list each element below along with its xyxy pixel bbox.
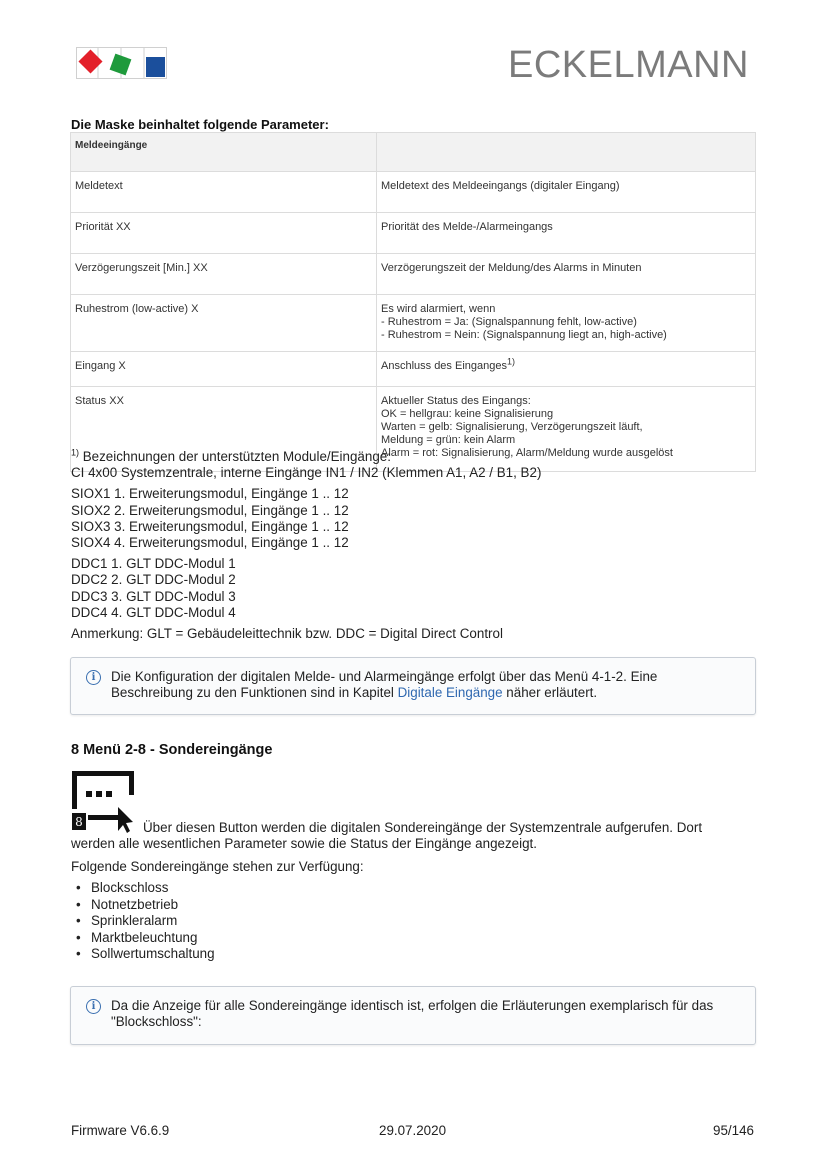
footnote-intro xyxy=(71,449,761,465)
desc-line: - Ruhestrom = Nein: (Signalspannung liegt an, high-active) xyxy=(381,329,667,341)
list-item: • Marktbeleuchtung xyxy=(71,930,215,947)
ddc-line: DDC1 1. GLT DDC-Modul 1 xyxy=(71,556,236,572)
ddc-line: DDC3 3. GLT DDC-Modul 3 xyxy=(71,588,236,604)
section-intro xyxy=(71,820,761,852)
footer-firmware: Firmware V6.6.9 xyxy=(71,1123,170,1138)
intro-line: Über diesen Button werden die digitalen Sondereingänge der Systemzentrale aufgerufen. Dort xyxy=(143,820,703,835)
note-text-part: Beschreibung zu den Funktionen sind in Kapitel xyxy=(111,685,398,701)
param-desc: Verzögerungszeit der Meldung/des Alarms in Minuten xyxy=(377,254,756,295)
siox-line: SIOX2 2. Erweiterungsmodul, Eingänge 1 .. 12 xyxy=(71,502,349,518)
desc-line: Aktueller Status des Eingangs: xyxy=(381,395,531,407)
parameter-table xyxy=(70,132,756,472)
desc-line: Meldung = grün: kein Alarm xyxy=(381,434,516,446)
available-inputs-text: Folgende Sondereingänge stehen zur Verfügung: xyxy=(71,859,364,874)
desc-line: Alarm = rot: Signalisierung, Alarm/Meldung wurde ausgelöst xyxy=(381,447,673,459)
table-row xyxy=(71,172,756,213)
footnote-block xyxy=(71,449,761,642)
table-header-cell: Meldeeingänge xyxy=(71,133,377,172)
footnote-marker: 1) xyxy=(71,447,80,458)
desc-line: OK = hellgrau: keine Signalisierung xyxy=(381,408,554,420)
param-name: Status XX xyxy=(71,387,377,472)
footnote-remark: Anmerkung: GLT = Gebäudeleittechnik bzw. DDC = Digital Direct Control xyxy=(71,626,503,642)
info-icon: i xyxy=(86,670,101,685)
param-desc: Priorität des Melde-/Alarmeingangs xyxy=(377,213,756,254)
table-row xyxy=(71,295,756,352)
ddc-line: DDC4 4. GLT DDC-Modul 4 xyxy=(71,604,236,620)
footer-date: 29.07.2020 xyxy=(379,1123,447,1138)
footnote-ci: CI 4x00 Systemzentrale, interne Eingänge IN1 / IN2 (Klemmen A1, A2 / B1, B2) xyxy=(71,465,542,481)
param-desc: Meldetext des Meldeeingangs (digitaler Eingang) xyxy=(377,172,756,213)
param-desc xyxy=(377,352,756,387)
table-row xyxy=(71,254,756,295)
note-line: Die Konfiguration der digitalen Melde- und Alarmeingänge erfolgt über das Menü 4-1-2. Eine xyxy=(111,669,658,684)
note-line: Da die Anzeige für alle Sondereingänge identisch ist, erfolgen die Erläuterungen exemplarisch für das xyxy=(111,998,714,1013)
list-item: • Notnetzbetrieb xyxy=(71,897,215,914)
ddc-line: DDC2 2. GLT DDC-Modul 2 xyxy=(71,572,236,588)
table-row xyxy=(71,213,756,254)
digitale-eingaenge-link[interactable]: Digitale Eingänge xyxy=(397,685,503,701)
note-text xyxy=(111,669,741,701)
note-line: "Blockschloss": xyxy=(111,1014,202,1030)
param-name: Verzögerungszeit [Min.] XX xyxy=(71,254,377,295)
list-item: • Blockschloss xyxy=(71,880,215,897)
table-header-row xyxy=(71,133,756,172)
parameter-heading: Die Maske beinhaltet folgende Parameter: xyxy=(71,117,329,132)
info-note xyxy=(70,657,756,715)
section-title: 8 Menü 2-8 - Sondereingänge xyxy=(71,742,273,758)
param-name: Ruhestrom (low-active) X xyxy=(71,295,377,352)
table-row xyxy=(71,352,756,387)
param-name: Eingang X xyxy=(71,352,377,387)
siox-line: SIOX3 3. Erweiterungsmodul, Eingänge 1 .. 12 xyxy=(71,518,349,534)
footer-page-number: 95/146 xyxy=(713,1123,754,1138)
desc-line: Anschluss des Einganges xyxy=(381,360,507,372)
menu-icon-badge: 8 xyxy=(75,815,83,829)
desc-line: Es wird alarmiert, wenn xyxy=(381,303,496,315)
siox-line: SIOX1 1. Erweiterungsmodul, Eingänge 1 .. 12 xyxy=(71,486,349,502)
info-icon: i xyxy=(86,999,101,1014)
intro-line: werden alle wesentlichen Parameter sowie die Status der Eingänge angezeigt. xyxy=(71,836,537,852)
info-note xyxy=(70,986,756,1045)
footnote-ref: 1) xyxy=(506,356,515,367)
list-item: • Sprinkleralarm xyxy=(71,913,215,930)
param-name: Meldetext xyxy=(71,172,377,213)
list-item: • Sollwertumschaltung xyxy=(71,946,215,963)
brand-name: ECKELMANN xyxy=(508,44,749,86)
table-header-cell-empty xyxy=(377,133,756,172)
desc-line: - Ruhestrom = Ja: (Signalspannung fehlt, low-active) xyxy=(381,316,637,328)
param-name: Priorität XX xyxy=(71,213,377,254)
desc-line: Warten = gelb: Signalisierung, Verzögerungszeit läuft, xyxy=(381,421,643,433)
note-text xyxy=(111,998,741,1030)
special-inputs-list xyxy=(71,880,215,963)
param-desc xyxy=(377,295,756,352)
note-line xyxy=(111,685,741,701)
note-text-part: näher erläutert. xyxy=(502,685,598,701)
siox-line: SIOX4 4. Erweiterungsmodul, Eingänge 1 .. 12 xyxy=(71,535,349,551)
company-logo-icon xyxy=(76,47,167,79)
footnote-intro-text: Bezeichnungen der unterstützten Module/Eingänge: xyxy=(79,449,391,464)
